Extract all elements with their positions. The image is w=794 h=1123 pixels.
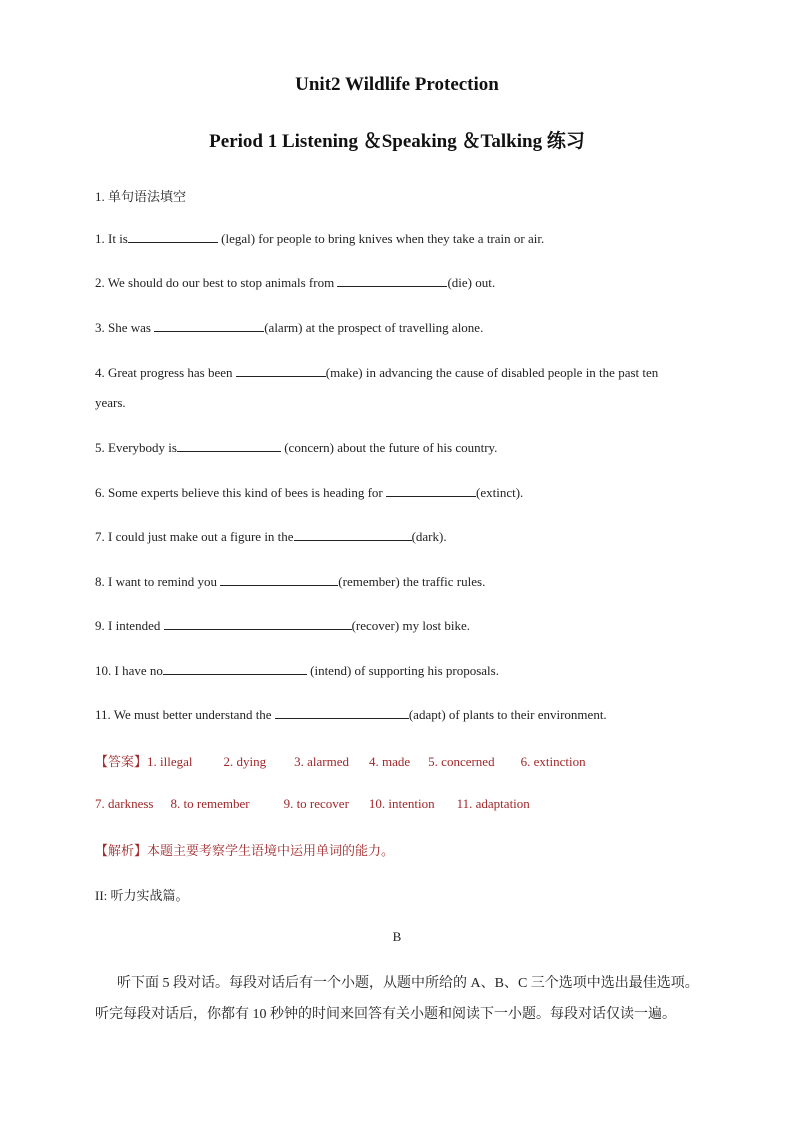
answer-blank [177,439,281,452]
answer-item: 5. concerned [428,754,495,769]
analysis-label: 【解析】 [95,843,148,858]
question-4-continued: years. [95,395,126,410]
answer-blank [275,706,409,719]
answer-item: 3. alarmed [294,754,350,769]
question-1 [95,230,544,247]
question-6 [95,484,523,501]
question-5-suffix: (concern) about the future of his country. [280,440,498,455]
page-title: Unit2 Wildlife Protection [295,74,499,95]
question-3-suffix: (alarm) at the prospect of travelling alone. [264,320,484,335]
answer-item: 7. darkness [95,796,154,811]
answer-item: 6. extinction [520,754,586,769]
analysis-text: 本题主要考察学生语境中运用单词的能力。 [147,843,395,858]
answer-item: 9. to recover [283,796,349,811]
answer-item: 11. adaptation [456,796,530,811]
answer-label: 【答案】 [95,754,148,769]
question-5-prefix: 5. Everybody is [95,440,177,455]
answer-item: 4. made [369,754,411,769]
question-6-suffix: (extinct). [476,485,524,500]
question-11 [95,706,607,723]
question-9-suffix: (recover) my lost bike. [351,618,470,633]
page-subtitle: Period 1 Listening ＆Speaking ＆Talking 练习 [209,131,585,152]
question-8-suffix: (remember) the traffic rules. [338,574,486,589]
question-1-prefix: 1. It is [95,231,128,246]
answer-blank [294,528,412,541]
question-2-prefix: 2. We should do our best to stop animals from [95,275,338,290]
question-6-prefix: 6. Some experts believe this kind of bees is heading for [95,485,386,500]
question-7-suffix: (dark). [411,529,447,544]
answer-blank [163,662,307,675]
question-1-suffix: (legal) for people to bring knives when they take a train or air. [217,231,545,246]
answer-item: 2. dying [223,754,267,769]
instruction-line-2: 听完每段对话后，你都有 10 秒钟的时间来回答有关小题和阅读下一小题。每段对话仅读一遍。 [95,1007,676,1022]
answer-blank [164,617,352,630]
question-10 [95,662,499,679]
instruction-line-1: 听下面 5 段对话。每段对话后有一个小题，从题中所给的 A、B、C 三个选项中选出最佳选项。 [117,976,699,991]
section-heading-listening: II: 听力实战篇。 [95,888,189,903]
question-2 [95,274,495,291]
answer-blank [128,230,218,243]
answer-blank [154,319,264,332]
question-11-suffix: (adapt) of plants to their environment. [408,707,607,722]
answer-blank [386,484,476,497]
question-7-prefix: 7. I could just make out a figure in the [95,529,294,544]
answer-blank [337,274,447,287]
question-4-suffix: (make) in advancing the cause of disabled people in the past ten [325,365,659,380]
question-5 [95,439,497,456]
answer-item: 1. illegal [147,754,193,769]
answers-row-2 [95,796,530,812]
part-heading-b: B [392,929,402,944]
answer-blank [236,364,326,377]
question-7 [95,528,447,545]
question-8-prefix: 8. I want to remind you [95,574,221,589]
answer-item: 10. intention [368,796,435,811]
question-10-prefix: 10. I have no [95,663,163,678]
question-3-prefix: 3. She was [95,320,155,335]
question-4-prefix: 4. Great progress has been [95,365,236,380]
question-8 [95,573,485,590]
section-heading-grammar: 1. 单句语法填空 [95,189,187,204]
question-11-prefix: 11. We must better understand the [95,707,275,722]
analysis [95,840,394,859]
question-4 [95,364,658,381]
answer-item: 8. to remember [170,796,250,811]
answer-blank [220,573,338,586]
question-3 [95,319,483,336]
answers-row-1 [95,751,586,770]
question-10-suffix: (intend) of supporting his proposals. [306,663,499,678]
question-2-suffix: (die) out. [447,275,496,290]
question-9 [95,617,470,634]
question-9-prefix: 9. I intended [95,618,164,633]
